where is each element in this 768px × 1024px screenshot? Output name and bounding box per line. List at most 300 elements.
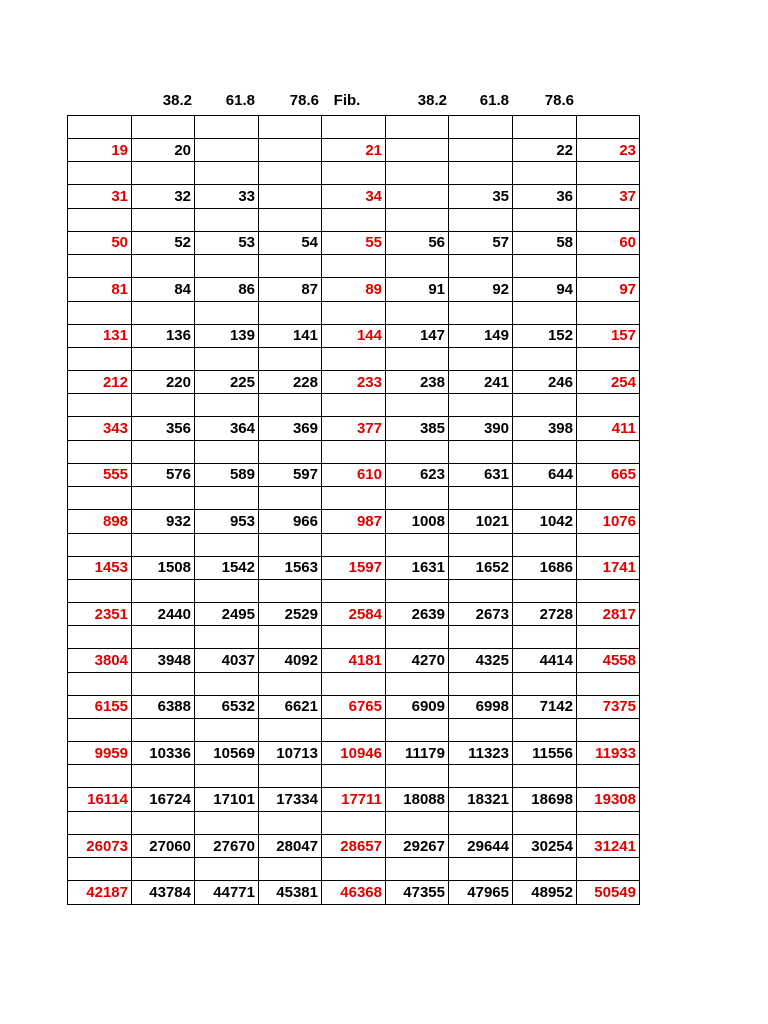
empty-cell [68,533,132,556]
empty-cell [259,255,322,278]
fib-cell: 2351 [68,602,132,625]
fib-cell: 46368 [322,881,386,904]
fib-cell: 6155 [68,695,132,718]
empty-cell [322,672,386,695]
empty-cell [195,347,259,370]
empty-cell [132,765,195,788]
table-row [68,788,640,811]
empty-cell [577,487,640,510]
empty-cell [513,765,577,788]
value-cell: 17101 [195,788,259,811]
empty-cell [322,301,386,324]
empty-cell [449,301,513,324]
empty-cell [195,487,259,510]
value-cell [195,139,259,162]
value-cell: 18088 [386,788,449,811]
table-body [68,116,640,905]
empty-cell [449,162,513,185]
value-cell: 56 [386,231,449,254]
value-cell: 2639 [386,602,449,625]
value-cell: 18698 [513,788,577,811]
empty-cell [132,579,195,602]
fib-cell: 21 [322,139,386,162]
empty-cell [386,626,449,649]
empty-cell [386,347,449,370]
empty-cell [386,579,449,602]
value-cell: 52 [132,231,195,254]
value-cell: 6388 [132,695,195,718]
empty-cell [449,394,513,417]
empty-cell [195,440,259,463]
fib-cell: 131 [68,324,132,347]
value-cell: 141 [259,324,322,347]
value-cell: 953 [195,510,259,533]
value-cell: 364 [195,417,259,440]
value-cell: 1008 [386,510,449,533]
fib-cell: 254 [577,370,640,393]
value-cell: 6998 [449,695,513,718]
empty-cell [577,116,640,139]
empty-cell [322,440,386,463]
empty-cell [513,255,577,278]
header-cell-0 [67,91,127,111]
value-cell: 28047 [259,834,322,857]
empty-cell [577,162,640,185]
fib-cell: 411 [577,417,640,440]
empty-cell [513,672,577,695]
value-cell: 356 [132,417,195,440]
empty-cell [449,672,513,695]
value-cell: 4325 [449,649,513,672]
empty-cell [68,858,132,881]
table-row [68,278,640,301]
empty-cell [322,116,386,139]
fib-cell: 4181 [322,649,386,672]
empty-cell [68,579,132,602]
empty-cell [386,765,449,788]
empty-cell [322,347,386,370]
value-cell: 11556 [513,742,577,765]
header-cell-1: 38.2 [162,92,192,109]
value-cell: 18321 [449,788,513,811]
empty-cell [68,208,132,231]
empty-cell [195,116,259,139]
empty-cell [132,347,195,370]
value-cell: 27060 [132,834,195,857]
empty-cell [132,301,195,324]
empty-cell [449,440,513,463]
fib-cell: 26073 [68,834,132,857]
table-row [68,231,640,254]
empty-cell [68,440,132,463]
empty-cell [259,719,322,742]
empty-cell [68,116,132,139]
empty-cell [259,765,322,788]
table-row [68,881,640,904]
value-cell: 6532 [195,695,259,718]
fib-cell: 17711 [322,788,386,811]
value-cell: 20 [132,139,195,162]
table-row [68,417,640,440]
empty-cell [449,116,513,139]
empty-cell [513,394,577,417]
value-cell: 152 [513,324,577,347]
value-cell: 4092 [259,649,322,672]
empty-cell [259,347,322,370]
value-cell: 1542 [195,556,259,579]
spacer-row [68,719,640,742]
table-row [68,185,640,208]
value-cell: 225 [195,370,259,393]
empty-cell [259,487,322,510]
fib-cell: 37 [577,185,640,208]
empty-cell [577,719,640,742]
empty-cell [577,255,640,278]
fib-cell: 4558 [577,649,640,672]
empty-cell [577,579,640,602]
empty-cell [322,626,386,649]
header-cell-2: 61.8 [225,92,255,109]
empty-cell [68,394,132,417]
table-row [68,742,640,765]
value-cell: 94 [513,278,577,301]
fib-cell: 377 [322,417,386,440]
fib-cell: 97 [577,278,640,301]
spacer-row [68,811,640,834]
value-cell: 47355 [386,881,449,904]
empty-cell [195,162,259,185]
value-cell [386,185,449,208]
value-cell: 86 [195,278,259,301]
empty-cell [449,626,513,649]
fibonacci-table [67,115,640,905]
fib-cell: 7375 [577,695,640,718]
value-cell: 597 [259,463,322,486]
empty-cell [259,440,322,463]
empty-cell [195,394,259,417]
empty-cell [132,719,195,742]
value-cell: 966 [259,510,322,533]
value-cell: 369 [259,417,322,440]
fib-cell: 3804 [68,649,132,672]
empty-cell [68,347,132,370]
value-cell: 1652 [449,556,513,579]
value-cell [259,139,322,162]
value-cell: 44771 [195,881,259,904]
value-cell: 27670 [195,834,259,857]
value-cell: 631 [449,463,513,486]
empty-cell [195,811,259,834]
value-cell: 1021 [449,510,513,533]
fib-cell: 31 [68,185,132,208]
empty-cell [322,162,386,185]
empty-cell [195,301,259,324]
empty-cell [449,487,513,510]
empty-cell [513,533,577,556]
spacer-row [68,347,640,370]
value-cell: 35 [449,185,513,208]
empty-cell [259,116,322,139]
fib-cell: 23 [577,139,640,162]
empty-cell [68,765,132,788]
empty-cell [386,394,449,417]
table-row [68,510,640,533]
empty-cell [513,116,577,139]
fib-cell: 1076 [577,510,640,533]
value-cell: 22 [513,139,577,162]
value-cell: 48952 [513,881,577,904]
value-cell: 3948 [132,649,195,672]
spacer-row [68,858,640,881]
empty-cell [322,765,386,788]
empty-cell [132,116,195,139]
empty-cell [132,255,195,278]
empty-cell [577,394,640,417]
fib-cell: 1741 [577,556,640,579]
empty-cell [449,347,513,370]
value-cell: 7142 [513,695,577,718]
fib-cell: 6765 [322,695,386,718]
value-cell: 10713 [259,742,322,765]
value-cell [386,139,449,162]
empty-cell [68,487,132,510]
empty-cell [386,255,449,278]
empty-cell [195,626,259,649]
value-cell: 1686 [513,556,577,579]
empty-cell [513,579,577,602]
fib-cell: 31241 [577,834,640,857]
value-cell: 17334 [259,788,322,811]
fib-cell: 144 [322,324,386,347]
value-cell: 228 [259,370,322,393]
fib-cell: 81 [68,278,132,301]
value-cell: 589 [195,463,259,486]
value-cell: 6909 [386,695,449,718]
header-cell-7: 78.6 [544,92,574,109]
fib-cell: 157 [577,324,640,347]
empty-cell [68,301,132,324]
empty-cell [259,811,322,834]
empty-cell [195,858,259,881]
empty-cell [195,533,259,556]
empty-cell [259,162,322,185]
value-cell: 644 [513,463,577,486]
empty-cell [577,533,640,556]
spacer-row [68,162,640,185]
empty-cell [132,394,195,417]
empty-cell [513,626,577,649]
empty-cell [259,301,322,324]
empty-cell [259,672,322,695]
value-cell: 47965 [449,881,513,904]
value-cell: 29644 [449,834,513,857]
value-cell [449,139,513,162]
table-row [68,463,640,486]
empty-cell [195,208,259,231]
value-cell: 58 [513,231,577,254]
value-cell: 398 [513,417,577,440]
fib-cell: 610 [322,463,386,486]
fib-cell: 233 [322,370,386,393]
empty-cell [577,672,640,695]
value-cell: 623 [386,463,449,486]
empty-cell [386,811,449,834]
value-cell: 1508 [132,556,195,579]
empty-cell [259,858,322,881]
spacer-row [68,533,640,556]
empty-cell [132,626,195,649]
value-cell: 10336 [132,742,195,765]
empty-cell [577,301,640,324]
value-cell: 932 [132,510,195,533]
value-cell: 385 [386,417,449,440]
fib-cell: 19 [68,139,132,162]
fib-cell: 50549 [577,881,640,904]
spacer-row [68,626,640,649]
fib-cell: 898 [68,510,132,533]
value-cell: 57 [449,231,513,254]
empty-cell [132,440,195,463]
empty-cell [386,208,449,231]
empty-cell [577,440,640,463]
value-cell: 147 [386,324,449,347]
header-cell-6: 61.8 [479,92,509,109]
empty-cell [68,162,132,185]
fib-cell: 42187 [68,881,132,904]
value-cell: 32 [132,185,195,208]
spacer-row [68,672,640,695]
empty-cell [132,487,195,510]
empty-cell [322,533,386,556]
header-cell-3: 78.6 [289,92,319,109]
empty-cell [449,208,513,231]
empty-cell [386,301,449,324]
value-cell: 92 [449,278,513,301]
empty-cell [449,811,513,834]
spacer-row [68,255,640,278]
value-cell: 2529 [259,602,322,625]
fib-cell: 34 [322,185,386,208]
value-cell: 33 [195,185,259,208]
empty-cell [449,719,513,742]
fib-cell: 19308 [577,788,640,811]
empty-cell [195,765,259,788]
empty-cell [577,858,640,881]
fib-cell: 555 [68,463,132,486]
value-cell: 4270 [386,649,449,672]
spacer-row [68,579,640,602]
empty-cell [577,811,640,834]
value-cell: 2440 [132,602,195,625]
fib-cell: 1597 [322,556,386,579]
empty-cell [195,672,259,695]
empty-cell [132,208,195,231]
empty-cell [132,533,195,556]
empty-cell [322,394,386,417]
empty-cell [386,162,449,185]
empty-cell [513,719,577,742]
spacer-row [68,301,640,324]
value-cell: 54 [259,231,322,254]
empty-cell [195,719,259,742]
empty-cell [132,858,195,881]
table-row [68,324,640,347]
value-cell: 16724 [132,788,195,811]
fib-cell: 2817 [577,602,640,625]
empty-cell [195,579,259,602]
table-row [68,139,640,162]
fib-cell: 212 [68,370,132,393]
value-cell: 149 [449,324,513,347]
table-row [68,556,640,579]
value-cell: 30254 [513,834,577,857]
value-cell [259,185,322,208]
spacer-row [68,487,640,510]
fib-cell: 1453 [68,556,132,579]
empty-cell [132,162,195,185]
empty-cell [449,255,513,278]
empty-cell [259,579,322,602]
value-cell: 53 [195,231,259,254]
empty-cell [259,533,322,556]
empty-cell [386,719,449,742]
fib-cell: 16114 [68,788,132,811]
value-cell: 4037 [195,649,259,672]
empty-cell [322,579,386,602]
value-cell: 29267 [386,834,449,857]
empty-cell [449,858,513,881]
fib-cell: 2584 [322,602,386,625]
spacer-row [68,394,640,417]
value-cell: 2728 [513,602,577,625]
value-cell: 238 [386,370,449,393]
value-cell: 84 [132,278,195,301]
empty-cell [386,116,449,139]
fib-cell: 89 [322,278,386,301]
fib-cell: 10946 [322,742,386,765]
value-cell: 10569 [195,742,259,765]
table-row [68,834,640,857]
table-row [68,602,640,625]
fib-cell: 28657 [322,834,386,857]
value-cell: 11323 [449,742,513,765]
empty-cell [68,811,132,834]
value-cell: 246 [513,370,577,393]
empty-cell [132,811,195,834]
empty-cell [322,719,386,742]
empty-cell [449,579,513,602]
value-cell: 220 [132,370,195,393]
value-cell: 1042 [513,510,577,533]
empty-cell [513,347,577,370]
empty-cell [513,208,577,231]
value-cell: 2495 [195,602,259,625]
value-cell: 43784 [132,881,195,904]
value-cell: 1631 [386,556,449,579]
fib-cell: 55 [322,231,386,254]
table-row [68,695,640,718]
empty-cell [386,672,449,695]
value-cell: 576 [132,463,195,486]
empty-cell [577,208,640,231]
value-cell: 139 [195,324,259,347]
value-cell: 11179 [386,742,449,765]
empty-cell [513,162,577,185]
empty-cell [322,255,386,278]
empty-cell [259,626,322,649]
empty-cell [513,440,577,463]
empty-cell [386,440,449,463]
